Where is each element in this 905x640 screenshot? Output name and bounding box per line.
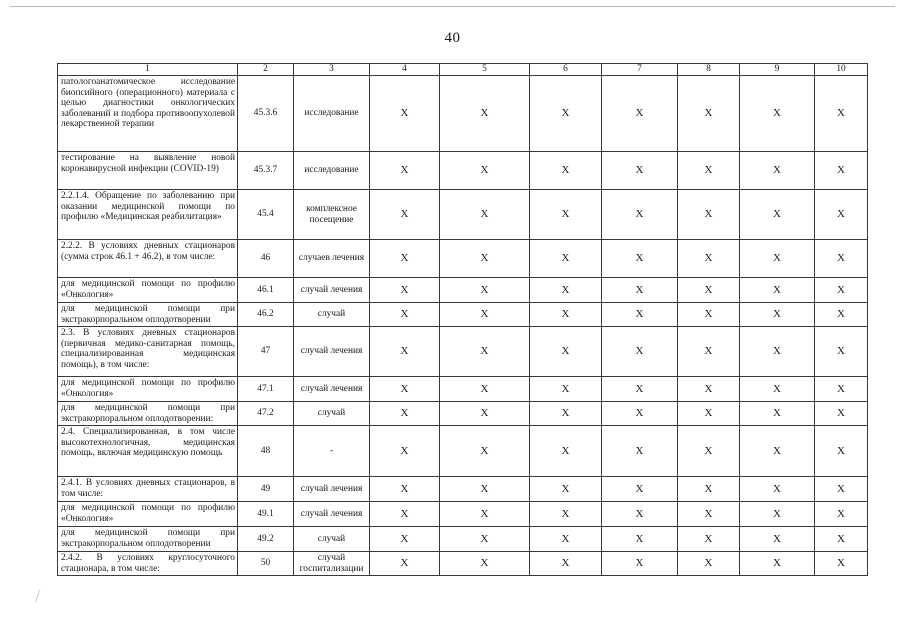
- row-value-cell: X: [678, 477, 740, 502]
- row-value-cell: X: [370, 240, 440, 278]
- row-value-cell: X: [740, 377, 815, 402]
- row-code-cell: 46.2: [238, 303, 294, 327]
- row-value-cell: X: [678, 426, 740, 477]
- column-header: 8: [678, 64, 740, 76]
- row-value-cell: X: [815, 527, 868, 552]
- row-value-cell: X: [530, 527, 602, 552]
- row-code-cell: 47.2: [238, 402, 294, 426]
- row-value-cell: X: [678, 76, 740, 152]
- row-value-cell: X: [602, 190, 678, 240]
- row-code-cell: 49: [238, 477, 294, 502]
- row-unit-cell: случай: [294, 527, 370, 552]
- row-value-cell: X: [740, 527, 815, 552]
- row-value-cell: X: [530, 278, 602, 303]
- row-value-cell: X: [740, 327, 815, 377]
- row-value-cell: X: [740, 477, 815, 502]
- row-value-cell: X: [740, 190, 815, 240]
- column-header: 6: [530, 64, 602, 76]
- data-table: [57, 63, 868, 576]
- row-value-cell: X: [602, 327, 678, 377]
- row-value-cell: X: [370, 426, 440, 477]
- row-code-cell: 46.1: [238, 278, 294, 303]
- row-value-cell: X: [602, 527, 678, 552]
- table-body: [58, 76, 868, 576]
- row-code-cell: 50: [238, 552, 294, 576]
- row-value-cell: X: [530, 76, 602, 152]
- row-value-cell: X: [678, 152, 740, 190]
- row-code-cell: 46: [238, 240, 294, 278]
- row-value-cell: X: [370, 303, 440, 327]
- row-value-cell: X: [440, 152, 530, 190]
- row-value-cell: X: [530, 377, 602, 402]
- row-value-cell: X: [740, 240, 815, 278]
- table-row: [58, 303, 868, 327]
- row-name-cell: для медицинской помощи при экстракорпоральном оплодотворении: [58, 527, 238, 552]
- row-value-cell: X: [370, 327, 440, 377]
- row-value-cell: X: [678, 527, 740, 552]
- row-code-cell: 47: [238, 327, 294, 377]
- row-value-cell: X: [530, 477, 602, 502]
- row-value-cell: X: [370, 527, 440, 552]
- row-value-cell: X: [440, 502, 530, 527]
- row-value-cell: X: [370, 152, 440, 190]
- row-value-cell: X: [440, 76, 530, 152]
- column-header: 7: [602, 64, 678, 76]
- row-unit-cell: случай: [294, 402, 370, 426]
- row-value-cell: X: [815, 502, 868, 527]
- row-name-cell: для медицинской помощи при экстракорпоральном оплодотворении: [58, 303, 238, 327]
- row-value-cell: X: [602, 402, 678, 426]
- row-code-cell: 49.2: [238, 527, 294, 552]
- row-unit-cell: исследование: [294, 152, 370, 190]
- row-code-cell: 45.4: [238, 190, 294, 240]
- row-value-cell: X: [440, 303, 530, 327]
- row-name-cell: для медицинской помощи по профилю «Онкология»: [58, 502, 238, 527]
- row-value-cell: X: [740, 152, 815, 190]
- scan-mark: [35, 590, 44, 602]
- row-unit-cell: случай лечения: [294, 278, 370, 303]
- table-row: [58, 327, 868, 377]
- row-value-cell: X: [370, 402, 440, 426]
- row-value-cell: X: [678, 552, 740, 576]
- row-value-cell: X: [602, 426, 678, 477]
- row-name-cell: 2.4.1. В условиях дневных стационаров, в том числе:: [58, 477, 238, 502]
- row-name-cell: для медицинской помощи при экстракорпоральном оплодотворении:: [58, 402, 238, 426]
- row-value-cell: X: [440, 278, 530, 303]
- row-value-cell: X: [815, 552, 868, 576]
- row-value-cell: X: [815, 76, 868, 152]
- table-row: [58, 278, 868, 303]
- row-value-cell: X: [815, 327, 868, 377]
- row-value-cell: X: [815, 190, 868, 240]
- row-value-cell: X: [530, 152, 602, 190]
- row-value-cell: X: [370, 477, 440, 502]
- column-header: 3: [294, 64, 370, 76]
- row-value-cell: X: [815, 402, 868, 426]
- row-name-cell: для медицинской помощи по профилю «Онкология»: [58, 377, 238, 402]
- table-row: [58, 552, 868, 576]
- row-value-cell: X: [602, 502, 678, 527]
- row-value-cell: X: [370, 278, 440, 303]
- row-value-cell: X: [440, 190, 530, 240]
- column-header: 5: [440, 64, 530, 76]
- row-value-cell: X: [602, 377, 678, 402]
- row-value-cell: X: [370, 190, 440, 240]
- table-row: [58, 377, 868, 402]
- row-value-cell: X: [440, 327, 530, 377]
- row-value-cell: X: [678, 402, 740, 426]
- row-value-cell: X: [530, 240, 602, 278]
- row-value-cell: X: [602, 240, 678, 278]
- row-value-cell: X: [530, 303, 602, 327]
- table-row: [58, 152, 868, 190]
- row-value-cell: X: [602, 278, 678, 303]
- table-row: [58, 527, 868, 552]
- row-name-cell: 2.4. Специализированная, в том числе высокотехнологичная, медицинская помощь, включая медицинскую помощь: [58, 426, 238, 477]
- row-value-cell: X: [440, 402, 530, 426]
- row-code-cell: 47.1: [238, 377, 294, 402]
- row-value-cell: X: [815, 477, 868, 502]
- row-value-cell: X: [370, 377, 440, 402]
- row-value-cell: X: [678, 190, 740, 240]
- row-unit-cell: случай госпитализации: [294, 552, 370, 576]
- column-header: 9: [740, 64, 815, 76]
- row-value-cell: X: [602, 303, 678, 327]
- row-name-cell: тестирование на выявление новой коронавирусной инфекции (COVID-19): [58, 152, 238, 190]
- row-value-cell: X: [815, 426, 868, 477]
- column-header: 10: [815, 64, 868, 76]
- row-value-cell: X: [678, 502, 740, 527]
- page-top-rule: [10, 6, 895, 7]
- row-value-cell: X: [678, 240, 740, 278]
- row-code-cell: 49.1: [238, 502, 294, 527]
- row-code-cell: 45.3.6: [238, 76, 294, 152]
- row-unit-cell: случай лечения: [294, 327, 370, 377]
- row-value-cell: X: [602, 552, 678, 576]
- table-row: [58, 502, 868, 527]
- row-unit-cell: комплексное посещение: [294, 190, 370, 240]
- row-value-cell: X: [815, 303, 868, 327]
- row-value-cell: X: [370, 502, 440, 527]
- row-name-cell: 2.2.2. В условиях дневных стационаров (сумма строк 46.1 + 46.2), в том числе:: [58, 240, 238, 278]
- row-value-cell: X: [440, 552, 530, 576]
- row-name-cell: 2.3. В условиях дневных стационаров (первичная медико-санитарная помощь, специализированная медицинская помощь), в том числе:: [58, 327, 238, 377]
- table-row: [58, 426, 868, 477]
- header-row: [58, 64, 868, 76]
- row-value-cell: X: [740, 502, 815, 527]
- row-code-cell: 45.3.7: [238, 152, 294, 190]
- row-value-cell: X: [740, 76, 815, 152]
- row-value-cell: X: [530, 552, 602, 576]
- row-value-cell: X: [740, 303, 815, 327]
- row-name-cell: патологоанатомическое исследование биопсийного (операционного) материала с целью диагностики онкологических заболеваний и подбора противоопухолевой лекарственной терапии: [58, 76, 238, 152]
- row-unit-cell: случай лечения: [294, 477, 370, 502]
- row-value-cell: X: [530, 327, 602, 377]
- row-unit-cell: случай: [294, 303, 370, 327]
- table-row: [58, 240, 868, 278]
- table-header: [58, 64, 868, 76]
- row-value-cell: X: [740, 552, 815, 576]
- row-value-cell: X: [370, 552, 440, 576]
- table-row: [58, 402, 868, 426]
- row-value-cell: X: [440, 377, 530, 402]
- row-value-cell: X: [815, 240, 868, 278]
- row-name-cell: 2.2.1.4. Обращение по заболеванию при оказании медицинской помощи по профилю «Медицинская реабилитация»: [58, 190, 238, 240]
- row-unit-cell: случай лечения: [294, 502, 370, 527]
- page-number: 40: [444, 30, 461, 46]
- row-value-cell: X: [815, 278, 868, 303]
- row-value-cell: X: [740, 278, 815, 303]
- row-unit-cell: исследование: [294, 76, 370, 152]
- row-value-cell: X: [530, 502, 602, 527]
- row-unit-cell: -: [294, 426, 370, 477]
- row-value-cell: X: [678, 303, 740, 327]
- row-value-cell: X: [530, 190, 602, 240]
- row-value-cell: X: [815, 152, 868, 190]
- row-unit-cell: случай лечения: [294, 377, 370, 402]
- row-value-cell: X: [740, 426, 815, 477]
- row-value-cell: X: [440, 527, 530, 552]
- row-value-cell: X: [370, 76, 440, 152]
- table-row: [58, 477, 868, 502]
- row-value-cell: X: [602, 76, 678, 152]
- row-value-cell: X: [530, 402, 602, 426]
- column-header: 2: [238, 64, 294, 76]
- row-value-cell: X: [678, 327, 740, 377]
- row-value-cell: X: [602, 152, 678, 190]
- row-name-cell: для медицинской помощи по профилю «Онкология»: [58, 278, 238, 303]
- row-name-cell: 2.4.2. В условиях круглосуточного стационара, в том числе:: [58, 552, 238, 576]
- column-header: 1: [58, 64, 238, 76]
- row-value-cell: X: [440, 240, 530, 278]
- row-value-cell: X: [440, 426, 530, 477]
- row-code-cell: 48: [238, 426, 294, 477]
- column-header: 4: [370, 64, 440, 76]
- row-value-cell: X: [440, 477, 530, 502]
- row-value-cell: X: [602, 477, 678, 502]
- row-unit-cell: случаев лечения: [294, 240, 370, 278]
- row-value-cell: X: [678, 278, 740, 303]
- table-row: [58, 190, 868, 240]
- row-value-cell: X: [815, 377, 868, 402]
- table-row: [58, 76, 868, 152]
- row-value-cell: X: [678, 377, 740, 402]
- row-value-cell: X: [740, 402, 815, 426]
- row-value-cell: X: [530, 426, 602, 477]
